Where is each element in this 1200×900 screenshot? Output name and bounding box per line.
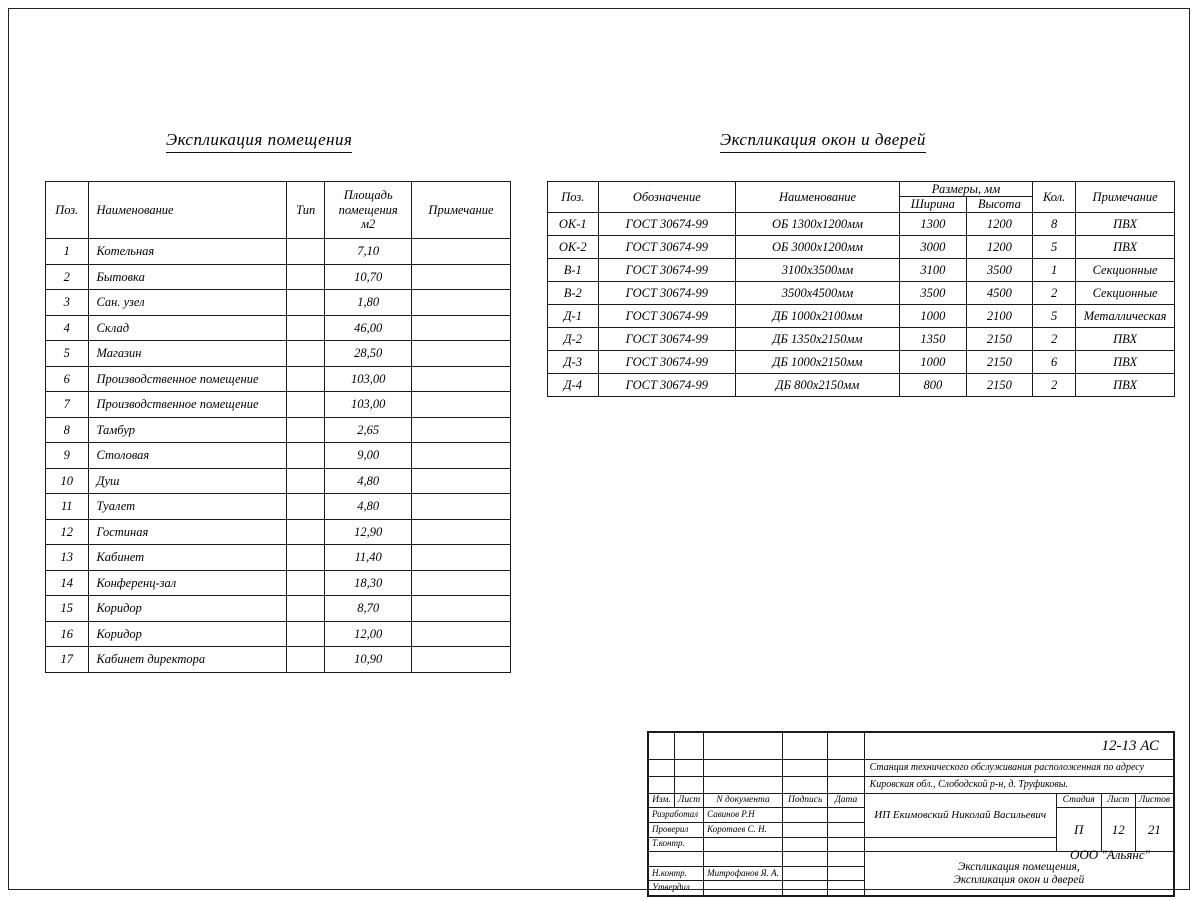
cell-pos: В-2: [548, 281, 599, 304]
cell-name: Производственное помещение: [88, 366, 286, 392]
cell-designation: ГОСТ 30674-99: [598, 212, 736, 235]
cell-designation: ГОСТ 30674-99: [598, 373, 736, 396]
stamp-value-sheets: 21: [1135, 808, 1173, 852]
table-row: [46, 264, 511, 290]
table-row: [46, 647, 511, 673]
cell-pos: 2: [46, 264, 89, 290]
stamp-table: [648, 732, 1174, 896]
header-area-line2: помещения: [338, 202, 398, 217]
stamp-value-stage: П: [1056, 808, 1101, 852]
stamp-role-label: Т.контр.: [649, 837, 704, 852]
cell-type: [286, 392, 325, 418]
stamp-customer: ИП Екимовский Николай Васильевич: [864, 793, 1056, 837]
cell-note: [411, 647, 510, 673]
cell-note: [411, 341, 510, 367]
cell-note: [411, 392, 510, 418]
cell-designation: ГОСТ 30674-99: [598, 258, 736, 281]
cell-pos: 5: [46, 341, 89, 367]
cell-height: 2150: [966, 350, 1032, 373]
cell-type: [286, 468, 325, 494]
cell-name: Тамбур: [88, 417, 286, 443]
cell-height: 1200: [966, 235, 1032, 258]
cell-height: 3500: [966, 258, 1032, 281]
cell-pos: Д-2: [548, 327, 599, 350]
cell-qty: 2: [1033, 373, 1076, 396]
cell-pos: 1: [46, 239, 89, 265]
cell-name: Бытовка: [88, 264, 286, 290]
cell-qty: 1: [1033, 258, 1076, 281]
table-row: [548, 212, 1175, 235]
header-width: Ширина: [899, 197, 966, 212]
rooms-table-title: Экспликация помещения: [166, 130, 352, 153]
stamp-row-code: [649, 733, 1174, 760]
header-note: Примечание: [1076, 182, 1175, 213]
cell-area: 4,80: [325, 468, 412, 494]
table-row: [46, 239, 511, 265]
cell-area: 12,00: [325, 621, 412, 647]
cell-width: 1000: [899, 350, 966, 373]
cell-note: Секционные: [1076, 281, 1175, 304]
cell-note: [411, 366, 510, 392]
cell-qty: 6: [1033, 350, 1076, 373]
cell-pos: 9: [46, 443, 89, 469]
cell-pos: ОК-2: [548, 235, 599, 258]
stamp-role-name: [704, 881, 783, 896]
stamp-firm-name: ООО "Альянс": [1069, 847, 1151, 862]
stamp-role-label: Н.контр.: [649, 866, 704, 881]
table-row: [46, 545, 511, 571]
table-row: [46, 290, 511, 316]
table-row: [46, 519, 511, 545]
cell-area: 2,65: [325, 417, 412, 443]
stamp-role-name: Митрофанов Я. А.: [704, 866, 783, 881]
cell-note: [411, 596, 510, 622]
cell-name: Сан. узел: [88, 290, 286, 316]
cell-type: [286, 366, 325, 392]
cell-pos: Д-4: [548, 373, 599, 396]
header-height: Высота: [966, 197, 1032, 212]
table-row: [548, 373, 1175, 396]
cell-name: ОБ 1300х1200мм: [736, 212, 900, 235]
stamp-object-line1: Станция технического обслуживания расположенная по адресу: [864, 759, 1173, 776]
openings-explication-table: [547, 181, 1175, 397]
stamp-sheet-title-line1: Экспликация помещения,: [957, 860, 1080, 873]
table-row: [46, 366, 511, 392]
cell-height: 4500: [966, 281, 1032, 304]
cell-pos: 6: [46, 366, 89, 392]
cell-area: 28,50: [325, 341, 412, 367]
cell-pos: 8: [46, 417, 89, 443]
stamp-role-name: [704, 837, 783, 852]
cell-type: [286, 264, 325, 290]
cell-type: [286, 545, 325, 571]
cell-pos: ОК-1: [548, 212, 599, 235]
cell-designation: ГОСТ 30674-99: [598, 281, 736, 304]
openings-table-title: Экспликация окон и дверей: [720, 130, 926, 153]
header-qty: Кол.: [1033, 182, 1076, 213]
cell-pos: Д-1: [548, 304, 599, 327]
title-block-stamp: [647, 731, 1175, 897]
cell-name: ДБ 1000х2100мм: [736, 304, 900, 327]
stamp-object-line2: Кировская обл., Слободской р-н, д. Труфиковы.: [864, 776, 1173, 793]
cell-area: 103,00: [325, 392, 412, 418]
cell-type: [286, 519, 325, 545]
table-row: [46, 443, 511, 469]
cell-note: Металлическая: [1076, 304, 1175, 327]
cell-area: 12,90: [325, 519, 412, 545]
stamp-project-code: 12-13 АС: [864, 733, 1173, 760]
cell-pos: В-1: [548, 258, 599, 281]
cell-note: [411, 494, 510, 520]
cell-note: ПВХ: [1076, 373, 1175, 396]
table-header-row-top: [548, 182, 1175, 197]
table-row: [46, 392, 511, 418]
cell-note: [411, 443, 510, 469]
stamp-header-change: Изм.: [649, 793, 675, 808]
cell-pos: 3: [46, 290, 89, 316]
cell-name: Производственное помещение: [88, 392, 286, 418]
cell-pos: 13: [46, 545, 89, 571]
stamp-label-sheet: Лист: [1101, 793, 1135, 808]
cell-height: 1200: [966, 212, 1032, 235]
rooms-explication-table: [45, 181, 511, 673]
cell-note: ПВХ: [1076, 212, 1175, 235]
cell-width: 3000: [899, 235, 966, 258]
table-row: [548, 327, 1175, 350]
header-pos: Поз.: [46, 182, 89, 239]
cell-area: 46,00: [325, 315, 412, 341]
cell-type: [286, 647, 325, 673]
cell-name: Склад: [88, 315, 286, 341]
cell-type: [286, 290, 325, 316]
cell-area: 18,30: [325, 570, 412, 596]
cell-name: 3500х4500мм: [736, 281, 900, 304]
cell-type: [286, 570, 325, 596]
cell-qty: 5: [1033, 235, 1076, 258]
header-sizes: Размеры, мм: [899, 182, 1032, 197]
cell-note: [411, 570, 510, 596]
cell-name: Конференц-зал: [88, 570, 286, 596]
table-row: [46, 570, 511, 596]
stamp-role-name: Коротаев С. Н.: [704, 822, 783, 837]
cell-qty: 2: [1033, 327, 1076, 350]
table-row: [548, 258, 1175, 281]
cell-type: [286, 417, 325, 443]
cell-name: ДБ 1350х2150мм: [736, 327, 900, 350]
stamp-sheet-title-line2: Экспликация окон и дверей: [953, 873, 1085, 886]
cell-pos: 7: [46, 392, 89, 418]
cell-note: [411, 417, 510, 443]
stamp-role-label: Проверил: [649, 822, 704, 837]
stamp-role-name: Савинов Р.Н: [704, 808, 783, 823]
table-row: [46, 417, 511, 443]
header-area-line1: Площадь: [343, 188, 393, 203]
cell-area: 103,00: [325, 366, 412, 392]
cell-name: 3100х3500мм: [736, 258, 900, 281]
cell-name: Столовая: [88, 443, 286, 469]
cell-note: ПВХ: [1076, 235, 1175, 258]
cell-type: [286, 596, 325, 622]
cell-note: [411, 519, 510, 545]
cell-note: ПВХ: [1076, 350, 1175, 373]
cell-note: [411, 621, 510, 647]
header-designation: Обозначение: [598, 182, 736, 213]
cell-area: 9,00: [325, 443, 412, 469]
cell-height: 2150: [966, 373, 1032, 396]
stamp-header-date: Дата: [828, 793, 864, 808]
cell-width: 800: [899, 373, 966, 396]
table-row: [46, 315, 511, 341]
cell-area: 7,10: [325, 239, 412, 265]
table-row: [548, 235, 1175, 258]
cell-pos: 16: [46, 621, 89, 647]
cell-qty: 2: [1033, 281, 1076, 304]
header-area-line3: м2: [361, 217, 376, 232]
cell-area: 4,80: [325, 494, 412, 520]
cell-name: ОБ 3000х1200мм: [736, 235, 900, 258]
cell-note: Секционные: [1076, 258, 1175, 281]
cell-name: Кабинет директора: [88, 647, 286, 673]
cell-type: [286, 621, 325, 647]
cell-note: [411, 468, 510, 494]
cell-designation: ГОСТ 30674-99: [598, 235, 736, 258]
stamp-role-name: [704, 852, 783, 867]
cell-qty: 8: [1033, 212, 1076, 235]
cell-height: 2100: [966, 304, 1032, 327]
header-name: Наименование: [88, 182, 286, 239]
header-type: Тип: [286, 182, 325, 239]
stamp-header-sheet: Лист: [674, 793, 703, 808]
table-row: [46, 341, 511, 367]
cell-type: [286, 239, 325, 265]
cell-type: [286, 494, 325, 520]
cell-area: 1,80: [325, 290, 412, 316]
cell-name: Кабинет: [88, 545, 286, 571]
cell-area: 8,70: [325, 596, 412, 622]
cell-pos: 11: [46, 494, 89, 520]
cell-name: ДБ 1000х2150мм: [736, 350, 900, 373]
cell-width: 1350: [899, 327, 966, 350]
cell-note: [411, 290, 510, 316]
cell-designation: ГОСТ 30674-99: [598, 350, 736, 373]
cell-type: [286, 341, 325, 367]
cell-type: [286, 315, 325, 341]
cell-pos: 12: [46, 519, 89, 545]
cell-note: [411, 315, 510, 341]
table-row: [548, 304, 1175, 327]
cell-pos: 10: [46, 468, 89, 494]
cell-name: ДБ 800х2150мм: [736, 373, 900, 396]
table-row: [46, 621, 511, 647]
cell-note: [411, 239, 510, 265]
stamp-label-sheets: Листов: [1135, 793, 1173, 808]
stamp-label-stage: Стадия: [1056, 793, 1101, 808]
stamp-value-sheet: 12: [1101, 808, 1135, 852]
cell-width: 3500: [899, 281, 966, 304]
table-row: [46, 596, 511, 622]
stamp-role-label: Утвердил: [649, 881, 704, 896]
cell-name: Коридор: [88, 621, 286, 647]
table-header-row: [46, 182, 511, 239]
stamp-row-object1: [649, 759, 1174, 776]
cell-area: 10,70: [325, 264, 412, 290]
drawing-sheet-frame: [8, 8, 1190, 893]
cell-note: ПВХ: [1076, 327, 1175, 350]
cell-name: Туалет: [88, 494, 286, 520]
cell-width: 1300: [899, 212, 966, 235]
table-row: [46, 468, 511, 494]
header-note: Примечание: [411, 182, 510, 239]
cell-type: [286, 443, 325, 469]
cell-qty: 5: [1033, 304, 1076, 327]
header-area: [325, 182, 412, 239]
cell-width: 3100: [899, 258, 966, 281]
cell-note: [411, 264, 510, 290]
table-row: [548, 281, 1175, 304]
cell-name: Гостиная: [88, 519, 286, 545]
stamp-header-doc-no: N документа: [704, 793, 783, 808]
stamp-role-label: Разработал: [649, 808, 704, 823]
table-row: [548, 350, 1175, 373]
stamp-header-sign: Подпись: [782, 793, 828, 808]
cell-designation: ГОСТ 30674-99: [598, 304, 736, 327]
table-row: [46, 494, 511, 520]
header-name: Наименование: [736, 182, 900, 213]
cell-area: 10,90: [325, 647, 412, 673]
cell-name: Коридор: [88, 596, 286, 622]
stamp-row-object2: [649, 776, 1174, 793]
cell-name: Котельная: [88, 239, 286, 265]
cell-name: Магазин: [88, 341, 286, 367]
cell-pos: 14: [46, 570, 89, 596]
cell-name: Душ: [88, 468, 286, 494]
cell-pos: 17: [46, 647, 89, 673]
cell-designation: ГОСТ 30674-99: [598, 327, 736, 350]
header-pos: Поз.: [548, 182, 599, 213]
cell-width: 1000: [899, 304, 966, 327]
cell-note: [411, 545, 510, 571]
stamp-role-label: [649, 852, 704, 867]
cell-pos: 4: [46, 315, 89, 341]
stamp-row-col-headers: [649, 793, 1174, 808]
cell-pos: 15: [46, 596, 89, 622]
cell-pos: Д-3: [548, 350, 599, 373]
cell-area: 11,40: [325, 545, 412, 571]
cell-height: 2150: [966, 327, 1032, 350]
